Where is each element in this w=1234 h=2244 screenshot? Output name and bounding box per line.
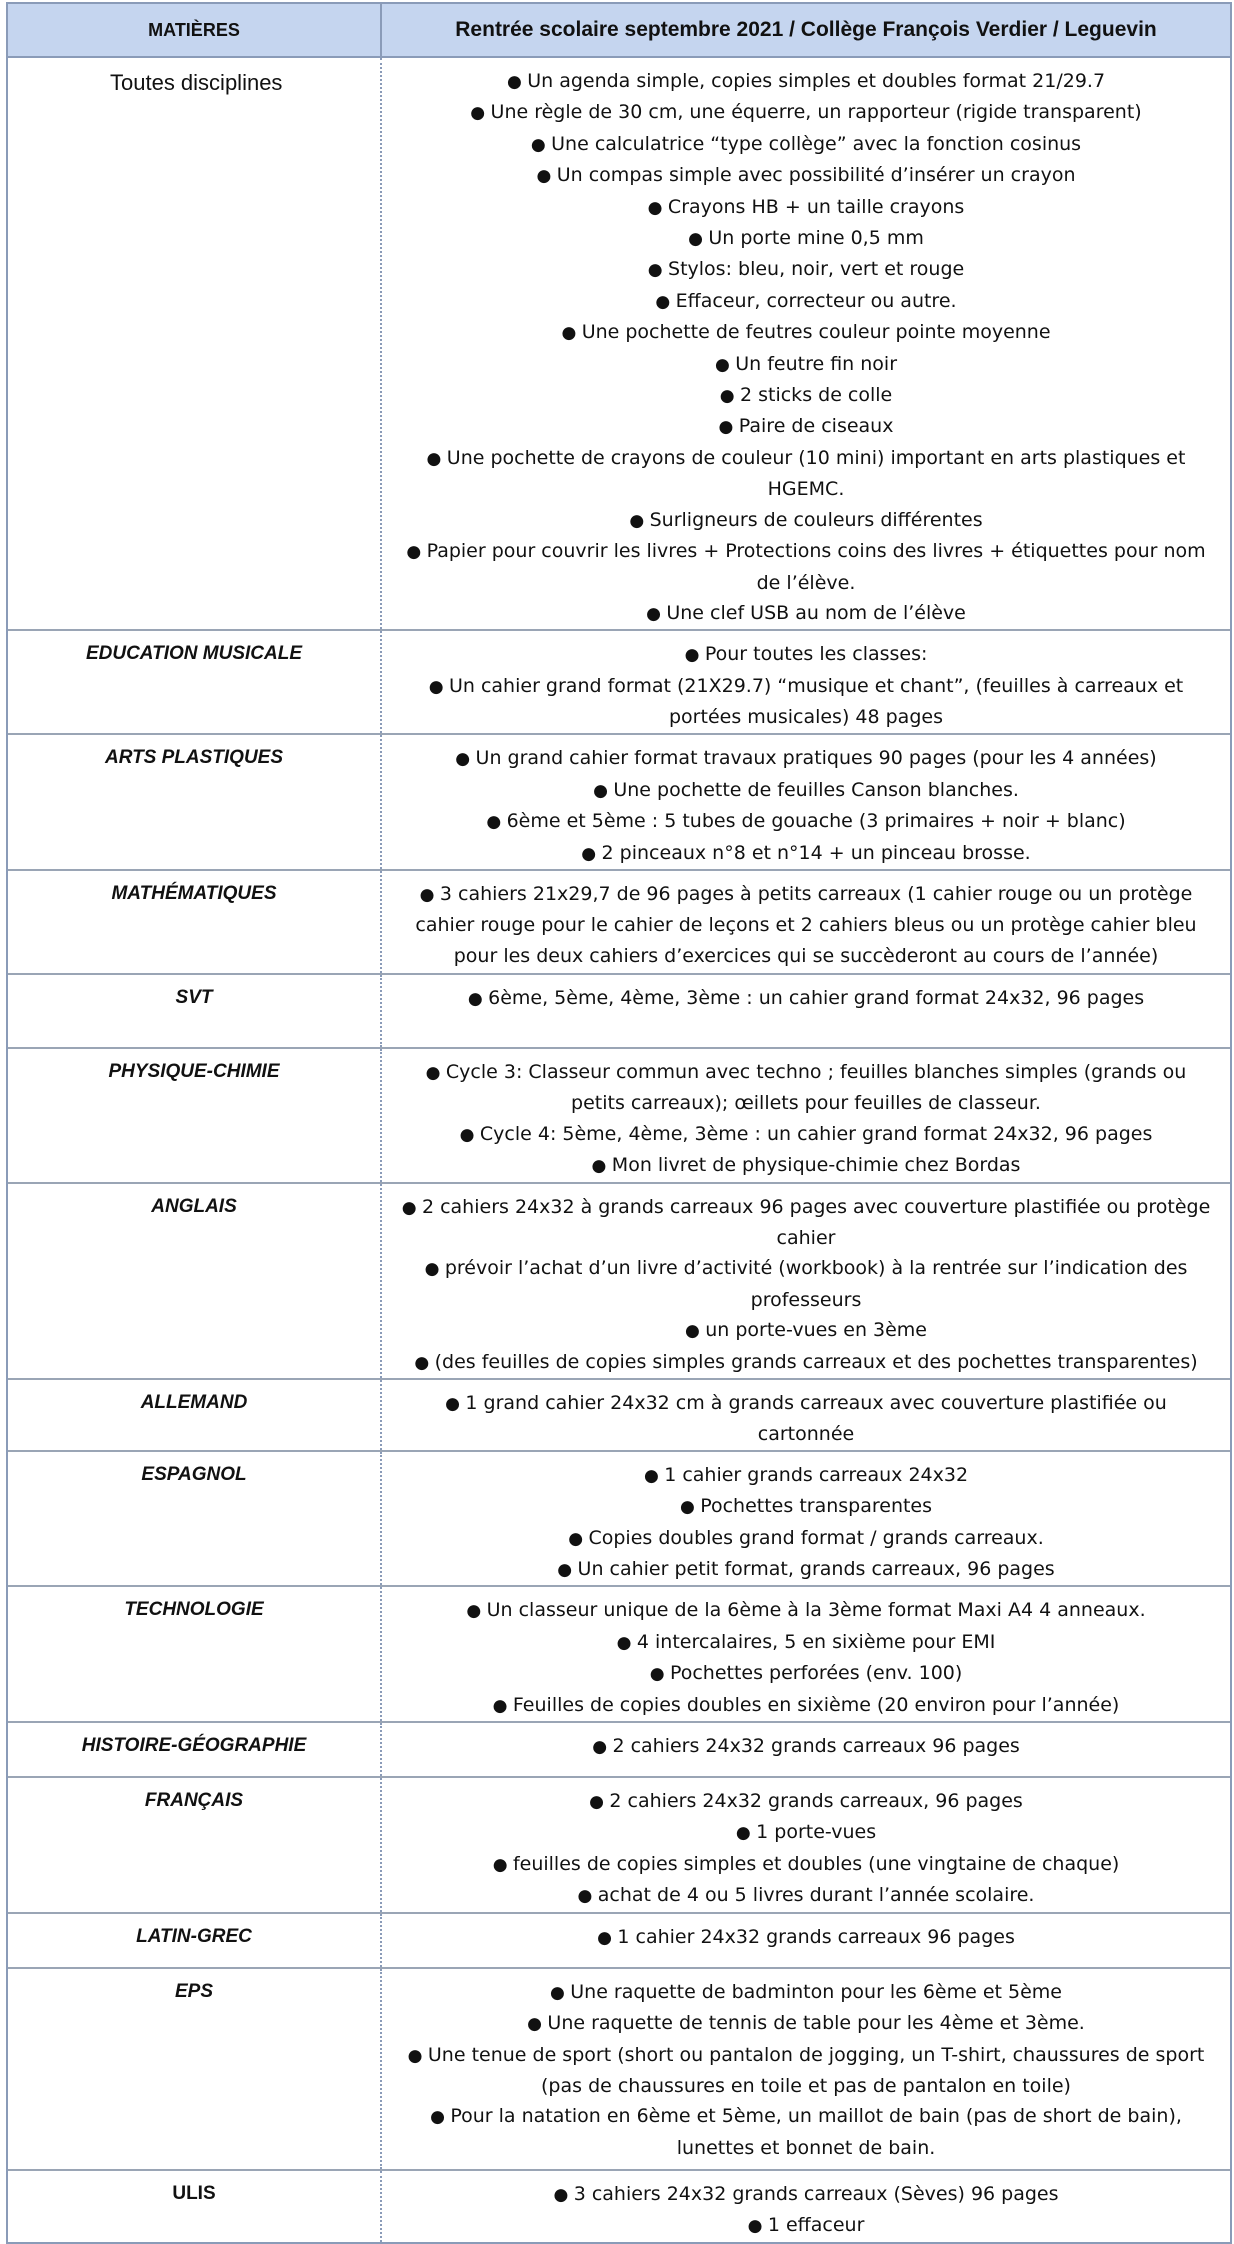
subject-cell: EPS (8, 1968, 381, 2170)
items-cell (381, 1968, 1230, 2170)
items-cell (381, 1183, 1230, 1379)
list-item: ● 3 cahiers 24x32 grands carreaux (Sèves) 96 pages (382, 2179, 1230, 2210)
list-item: ● Une calculatrice “type collège” avec la fonction cosinus (382, 129, 1230, 160)
list-item: ● Papier pour couvrir les livres + Protections coins des livres + étiquettes pour nom de l’élève. (382, 536, 1230, 598)
list-item: ● Pochettes transparentes (382, 1491, 1230, 1522)
list-item: ● 1 grand cahier 24x32 cm à grands carreaux avec couverture plastifiée ou cartonnée (382, 1388, 1230, 1450)
list-item: ● 1 cahier 24x32 grands carreaux 96 pages (382, 1922, 1230, 1953)
subject-cell: Toutes disciplines (8, 57, 381, 630)
list-item: ● Une clef USB au nom de l’élève (382, 598, 1230, 629)
subject-cell: ULIS (8, 2170, 381, 2242)
list-item: ● 6ème et 5ème : 5 tubes de gouache (3 primaires + noir + blanc) (382, 806, 1230, 837)
subject-cell: ESPAGNOL (8, 1451, 381, 1587)
supply-list-sheet (6, 2, 1232, 2244)
list-item: ● Pochettes perforées (env. 100) (382, 1658, 1230, 1689)
list-item: ● Effaceur, correcteur ou autre. (382, 286, 1230, 317)
list-item: ● 1 effaceur (382, 2210, 1230, 2241)
subject-cell: ARTS PLASTIQUES (8, 734, 381, 870)
list-item: ● Paire de ciseaux (382, 411, 1230, 442)
items-cell (381, 870, 1230, 974)
table-row (8, 1913, 1230, 1968)
list-item: ● (des feuilles de copies simples grands carreaux et des pochettes transparentes) (382, 1347, 1230, 1378)
list-item: ● Une tenue de sport (short ou pantalon de jogging, un T-shirt, chaussures de sport (pas de chaussures en toile et pas de pantalon en toile) (382, 2040, 1230, 2102)
table-row (8, 974, 1230, 1048)
table-row (8, 1968, 1230, 2170)
list-item: ● 2 cahiers 24x32 à grands carreaux 96 pages avec couverture plastifiée ou protège cahier (382, 1192, 1230, 1254)
list-item: ● 4 intercalaires, 5 en sixième pour EMI (382, 1627, 1230, 1658)
items-cell (381, 1722, 1230, 1777)
list-item: ● Pour la natation en 6ème et 5ème, un maillot de bain (pas de short de bain), lunettes et bonnet de bain. (382, 2101, 1230, 2163)
items-cell (381, 734, 1230, 870)
header-title: Rentrée scolaire septembre 2021 / Collège François Verdier / Leguevin (381, 4, 1230, 57)
subject-cell: PHYSIQUE-CHIMIE (8, 1048, 381, 1183)
table-row (8, 630, 1230, 734)
list-item: ● Mon livret de physique-chimie chez Bordas (382, 1150, 1230, 1181)
items-cell (381, 1379, 1230, 1451)
table-row (8, 1722, 1230, 1777)
subject-cell: SVT (8, 974, 381, 1048)
list-item: ● 1 porte-vues (382, 1817, 1230, 1848)
table-row (8, 1777, 1230, 1913)
list-item: ● Surligneurs de couleurs différentes (382, 505, 1230, 536)
list-item: ● Une pochette de crayons de couleur (10 mini) important en arts plastiques et HGEMC. (382, 443, 1230, 505)
items-cell (381, 1451, 1230, 1587)
list-item: ● 2 cahiers 24x32 grands carreaux, 96 pages (382, 1786, 1230, 1817)
table-row (8, 870, 1230, 974)
list-item: ● Cycle 3: Classeur commun avec techno ; feuilles blanches simples (grands ou petits carreaux); œillets pour feuilles de classeur. (382, 1057, 1230, 1119)
subject-cell: FRANÇAIS (8, 1777, 381, 1913)
subject-cell: TECHNOLOGIE (8, 1586, 381, 1722)
list-item: ● Une règle de 30 cm, une équerre, un rapporteur (rigide transparent) (382, 97, 1230, 128)
table-row (8, 1379, 1230, 1451)
subject-cell: MATHÉMATIQUES (8, 870, 381, 974)
list-item: ● Un feutre fin noir (382, 349, 1230, 380)
table-row (8, 57, 1230, 630)
list-item: ● Une pochette de feuilles Canson blanches. (382, 775, 1230, 806)
list-item: ● Un classeur unique de la 6ème à la 3ème format Maxi A4 4 anneaux. (382, 1595, 1230, 1626)
list-item: ● Un porte mine 0,5 mm (382, 223, 1230, 254)
subject-cell: EDUCATION MUSICALE (8, 630, 381, 734)
list-item: ● 3 cahiers 21x29,7 de 96 pages à petits carreaux (1 cahier rouge ou un protège cahier rouge pour le cahier de leçons et 2 cahiers bleus ou un protège cahier bleu pour les deux cahiers d’exercices qui se succèderont au cours de l’année) (382, 879, 1230, 971)
list-item: ● Crayons HB + un taille crayons (382, 192, 1230, 223)
table-row (8, 1183, 1230, 1379)
list-item: ● Une raquette de badminton pour les 6ème et 5ème (382, 1977, 1230, 2008)
list-item: ● Un cahier grand format (21X29.7) “musique et chant”, (feuilles à carreaux et portées musicales) 48 pages (382, 671, 1230, 733)
list-item: ● un porte-vues en 3ème (382, 1315, 1230, 1346)
list-item: ● 2 cahiers 24x32 grands carreaux 96 pages (382, 1731, 1230, 1762)
list-item: ● Copies doubles grand format / grands carreaux. (382, 1523, 1230, 1554)
table-row (8, 1451, 1230, 1587)
subject-cell: LATIN-GREC (8, 1913, 381, 1968)
header-subject: MATIÈRES (8, 4, 381, 57)
table-row (8, 2170, 1230, 2242)
items-cell (381, 1048, 1230, 1183)
list-item: ● Un cahier petit format, grands carreaux, 96 pages (382, 1554, 1230, 1585)
supply-table (8, 4, 1230, 2242)
items-cell (381, 630, 1230, 734)
items-cell (381, 1913, 1230, 1968)
list-item: ● prévoir l’achat d’un livre d’activité (workbook) à la rentrée sur l’indication des professeurs (382, 1253, 1230, 1315)
subject-cell: HISTOIRE-GÉOGRAPHIE (8, 1722, 381, 1777)
table-body (8, 57, 1230, 2242)
items-cell (381, 1586, 1230, 1722)
list-item: ● Une pochette de feutres couleur pointe moyenne (382, 317, 1230, 348)
list-item: ● Un grand cahier format travaux pratiques 90 pages (pour les 4 années) (382, 743, 1230, 774)
header-row (8, 4, 1230, 57)
items-cell (381, 2170, 1230, 2242)
list-item: ● Un agenda simple, copies simples et doubles format 21/29.7 (382, 66, 1230, 97)
items-cell (381, 57, 1230, 630)
list-item: ● Stylos: bleu, noir, vert et rouge (382, 254, 1230, 285)
list-item: ● 1 cahier grands carreaux 24x32 (382, 1460, 1230, 1491)
table-row (8, 734, 1230, 870)
table-row (8, 1586, 1230, 1722)
subject-cell: ANGLAIS (8, 1183, 381, 1379)
items-cell (381, 1777, 1230, 1913)
list-item: ● 6ème, 5ème, 4ème, 3ème : un cahier grand format 24x32, 96 pages (382, 983, 1230, 1014)
list-item: ● Une raquette de tennis de table pour les 4ème et 3ème. (382, 2008, 1230, 2039)
list-item: ● 2 pinceaux n°8 et n°14 + un pinceau brosse. (382, 838, 1230, 869)
list-item: ● Un compas simple avec possibilité d’insérer un crayon (382, 160, 1230, 191)
list-item: ● Cycle 4: 5ème, 4ème, 3ème : un cahier grand format 24x32, 96 pages (382, 1119, 1230, 1150)
list-item: ● feuilles de copies simples et doubles (une vingtaine de chaque) (382, 1849, 1230, 1880)
list-item: ● 2 sticks de colle (382, 380, 1230, 411)
list-item: ● Pour toutes les classes: (382, 639, 1230, 670)
table-row (8, 1048, 1230, 1183)
subject-cell: ALLEMAND (8, 1379, 381, 1451)
items-cell (381, 974, 1230, 1048)
list-item: ● achat de 4 ou 5 livres durant l’année scolaire. (382, 1880, 1230, 1911)
list-item: ● Feuilles de copies doubles en sixième (20 environ pour l’année) (382, 1690, 1230, 1721)
